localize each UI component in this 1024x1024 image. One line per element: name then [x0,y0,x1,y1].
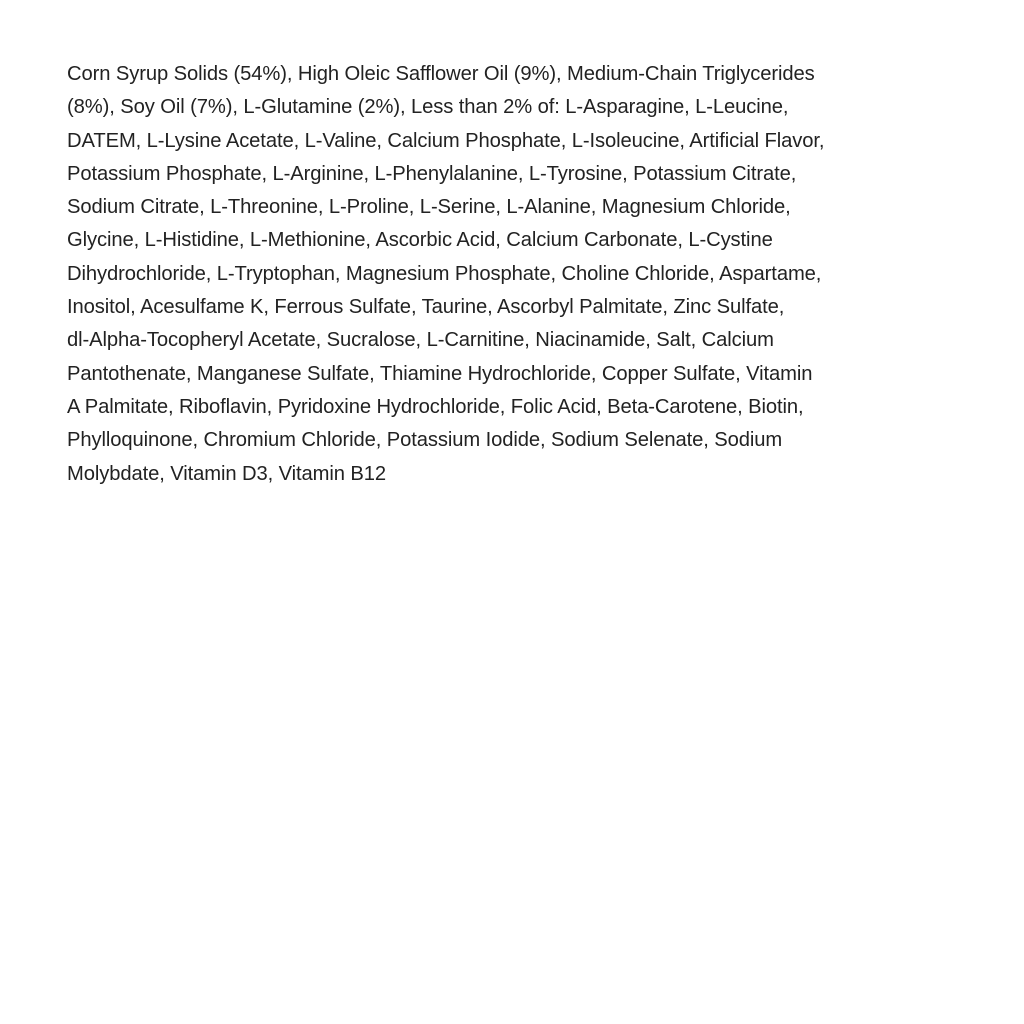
ingredients-line: Potassium Phosphate, L-Arginine, L-Phenylalanine, L-Tyrosine, Potassium Citrate, [67,162,797,185]
ingredients-line: dl-Alpha-Tocopheryl Acetate, Sucralose, L-Carnitine, Niacinamide, Salt, Calcium [67,329,774,352]
ingredients-line: DATEM, L-Lysine Acetate, L-Valine, Calcium Phosphate, L-Isoleucine, Artificial Flavor, [67,129,825,152]
ingredients-line: A Palmitate, Riboflavin, Pyridoxine Hydrochloride, Folic Acid, Beta-Carotene, Biotin, [67,395,804,418]
ingredients-line: Corn Syrup Solids (54%), High Oleic Safflower Oil (9%), Medium-Chain Triglycerides [67,63,815,85]
ingredients-line: Glycine, L-Histidine, L-Methionine, Ascorbic Acid, Calcium Carbonate, L-Cystine [67,229,773,252]
ingredients-line: Molybdate, Vitamin D3, Vitamin B12 [67,462,387,485]
ingredients-line: Pantothenate, Manganese Sulfate, Thiamine Hydrochloride, Copper Sulfate, Vitamin [67,362,813,385]
ingredients-list [67,58,957,491]
ingredients-line: (8%), Soy Oil (7%), L-Glutamine (2%), Less than 2% of: L-Asparagine, L-Leucine, [67,96,789,119]
ingredients-line: Sodium Citrate, L-Threonine, L-Proline, L-Serine, L-Alanine, Magnesium Chloride, [67,196,791,219]
ingredients-line: Inositol, Acesulfame K, Ferrous Sulfate, Taurine, Ascorbyl Palmitate, Zinc Sulfate, [67,296,785,319]
ingredients-line: Dihydrochloride, L-Tryptophan, Magnesium Phosphate, Choline Chloride, Aspartame, [67,262,822,285]
ingredients-line: Phylloquinone, Chromium Chloride, Potassium Iodide, Sodium Selenate, Sodium [67,429,783,452]
